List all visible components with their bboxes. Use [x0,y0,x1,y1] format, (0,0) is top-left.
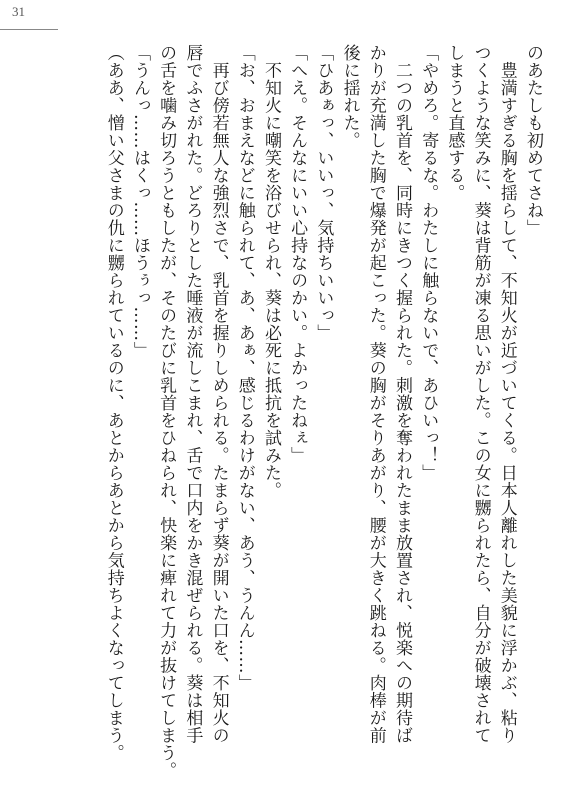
text-line: の舌を噛み切ろうともしたが、そのたびに乳首をひねられ、快楽に痺れて力が抜けてしまう。 [156,44,177,779]
text-line: つくような笑みに、葵は背筋が凍る思いがした。この女に嬲られたら、自分が破壊されて [470,44,491,744]
text-line: 再び傍若無人な強烈さで、乳首を握りしめられる。たまらず葵が開いた口を、不知火の [208,44,229,744]
text-line: 唇でふさがれた。どろりとした唾液が流しこまれ、舌で口内をかき混ぜられる。葵は相手 [182,44,203,744]
text-line: 「うんっ……はくっ……ほうぅっ……」 [129,44,150,359]
text-line: 「やめろ。寄るな。わたしに触らないで、あひいっ！」 [418,44,439,482]
text-line: のあたしも初めてさね」 [523,44,543,237]
text-line: 後に揺れた。 [339,44,360,149]
text-line: かりが充満した胸で爆発が起こった。葵の胸がそりあがり、腰が大きく跳ねる。肉棒が前 [365,44,386,744]
text-line: 豊満すぎる胸を揺らして、不知火が近づいてくる。日本人離れした美貌に浮かぶ、粘り [496,44,517,744]
text-line: 「お、おまえなどに触られて、あ、あぁ、感じるわけがない、あう、うんん……」 [234,44,255,692]
body-text [101,44,546,784]
page-number: 31 [12,4,25,19]
text-line: 二つの乳首を、同時にきつく握られた。刺激を奪われたまま放置され、悦楽への期待ば [391,44,412,744]
header-rule [0,29,58,30]
text-line: しまうと直感する。 [444,44,465,202]
text-line: （ああ、憎い父さまの仇に嬲られているのに、あとからあとから気持ちよくなってしまう。 [103,44,124,762]
text-line: 「へえ。そんなにいい心持なのかい。よかったねぇ」 [287,44,308,464]
text-line: 「ひあぁっ、いいっ、気持ちいいっ」 [313,44,334,342]
text-line: 不知火に嘲笑を浴びせられ、葵は必死に抵抗を試みた。 [260,44,281,499]
